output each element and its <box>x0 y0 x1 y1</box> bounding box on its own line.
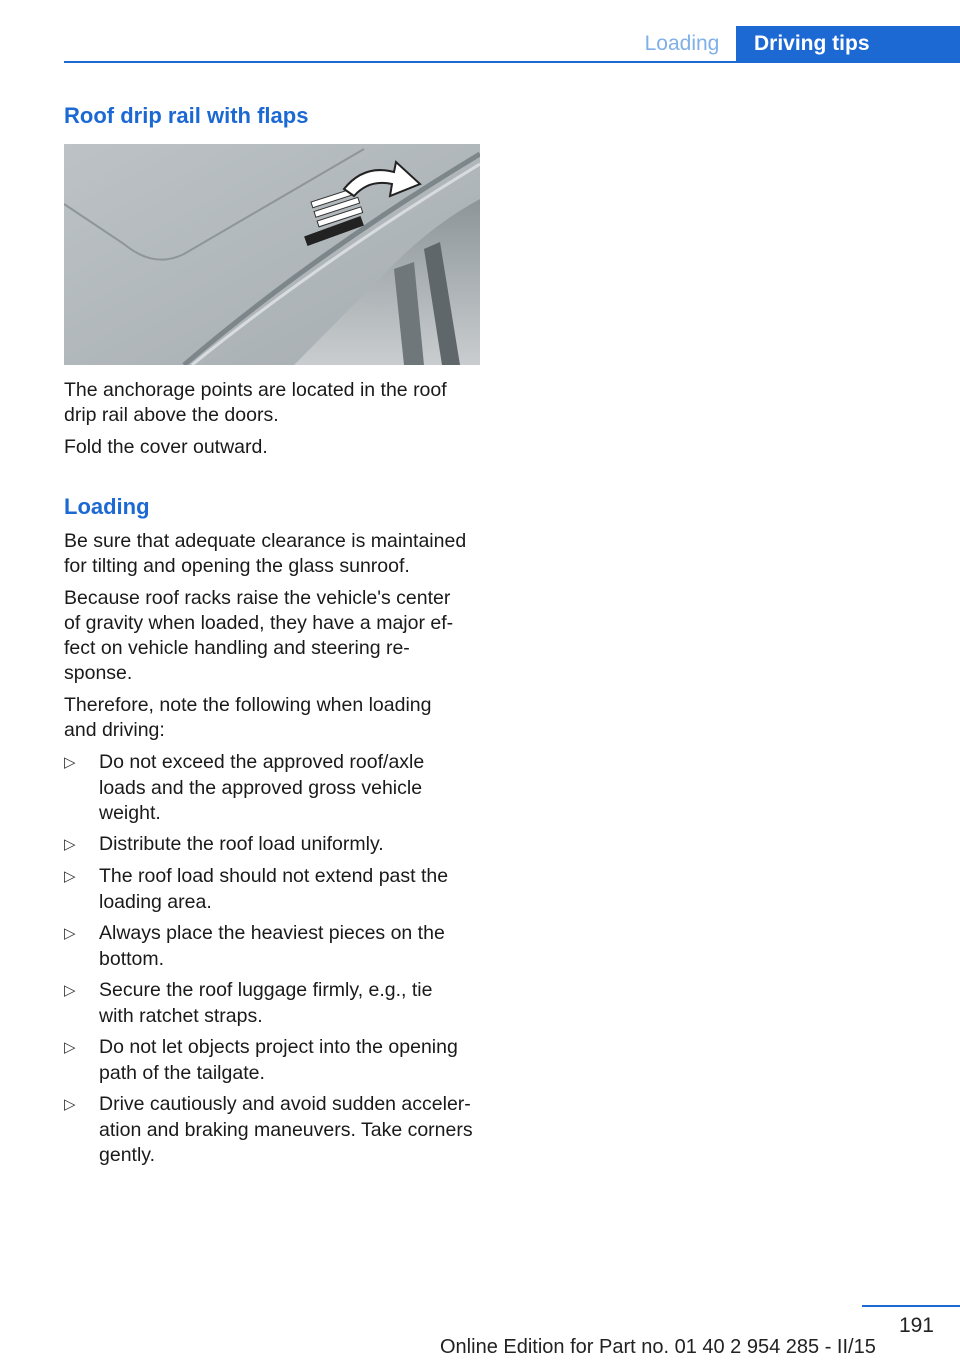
list-item <box>64 921 484 973</box>
section-title-roof-drip-rail: Roof drip rail with flaps <box>64 103 309 128</box>
triangle-bullet-icon: ▷ <box>64 1096 76 1113</box>
list-item <box>64 864 484 916</box>
list-item-line: Drive cautiously and avoid sudden acceler‐ <box>99 1093 471 1115</box>
page-number: 191 <box>898 1314 934 1337</box>
header-rule <box>64 61 960 63</box>
list-item-line: gently. <box>99 1144 156 1166</box>
list-item-line: Do not exceed the approved roof/axle <box>99 751 425 773</box>
list-item-line: Distribute the roof load uniformly. <box>99 833 384 855</box>
list-item-line: with ratchet straps. <box>99 1004 263 1027</box>
list-item-line: weight. <box>99 802 161 824</box>
triangle-bullet-icon: ▷ <box>64 925 76 942</box>
triangle-bullet-icon: ▷ <box>64 982 76 999</box>
list-item <box>64 1035 484 1087</box>
roof-rack-text-line: Because roof racks raise the vehicle's center <box>64 587 451 609</box>
therefore-text-line: and driving: <box>64 719 165 741</box>
roof-drip-rail-photo <box>64 144 480 365</box>
roof-rack-text-line: of gravity when loaded, they have a major ef‐ <box>64 612 454 634</box>
list-item <box>64 1092 484 1170</box>
list-item-line: Secure the roof luggage firmly, e.g., tie <box>99 979 433 1001</box>
footer-edition-text: Online Edition for Part no. 01 40 2 954 285 - II/15 <box>440 1336 876 1358</box>
header-tab-driving-tips[interactable]: Driving tips <box>736 26 960 62</box>
triangle-bullet-icon: ▷ <box>64 868 76 885</box>
triangle-bullet-icon: ▷ <box>64 754 76 771</box>
triangle-bullet-icon: ▷ <box>64 836 76 853</box>
fold-cover-text: Fold the cover outward. <box>64 436 268 458</box>
roof-rail-text-line: The anchorage points are located in the roof <box>64 379 447 401</box>
list-item <box>64 832 484 858</box>
section-title-loading: Loading <box>64 494 150 519</box>
header-tab-loading[interactable]: Loading <box>644 32 720 55</box>
clearance-text-line: for tilting and opening the glass sunroof. <box>64 555 410 577</box>
roof-rail-text-line: drip rail above the doors. <box>64 404 279 426</box>
list-item-line: bottom. <box>99 947 165 970</box>
therefore-text-line: Therefore, note the following when loading <box>64 694 432 716</box>
footer-rule <box>862 1305 960 1307</box>
list-item-line: loads and the approved gross vehicle <box>99 776 423 799</box>
list-item-line: Always place the heaviest pieces on the <box>99 922 445 944</box>
roof-rack-text-line: fect on vehicle handling and steering re‐ <box>64 637 410 659</box>
list-item-line: ation and braking maneuvers. Take corners <box>99 1118 473 1141</box>
list-item-line: path of the tailgate. <box>99 1061 265 1084</box>
roof-rack-text-line: sponse. <box>64 662 133 684</box>
list-item-line: The roof load should not extend past the <box>99 865 449 887</box>
triangle-bullet-icon: ▷ <box>64 1039 76 1056</box>
list-item-line: Do not let objects project into the opening <box>99 1036 458 1058</box>
list-item <box>64 978 484 1030</box>
clearance-text-line: Be sure that adequate clearance is maintained <box>64 530 467 552</box>
list-item-line: loading area. <box>99 890 212 913</box>
list-item <box>64 750 484 828</box>
